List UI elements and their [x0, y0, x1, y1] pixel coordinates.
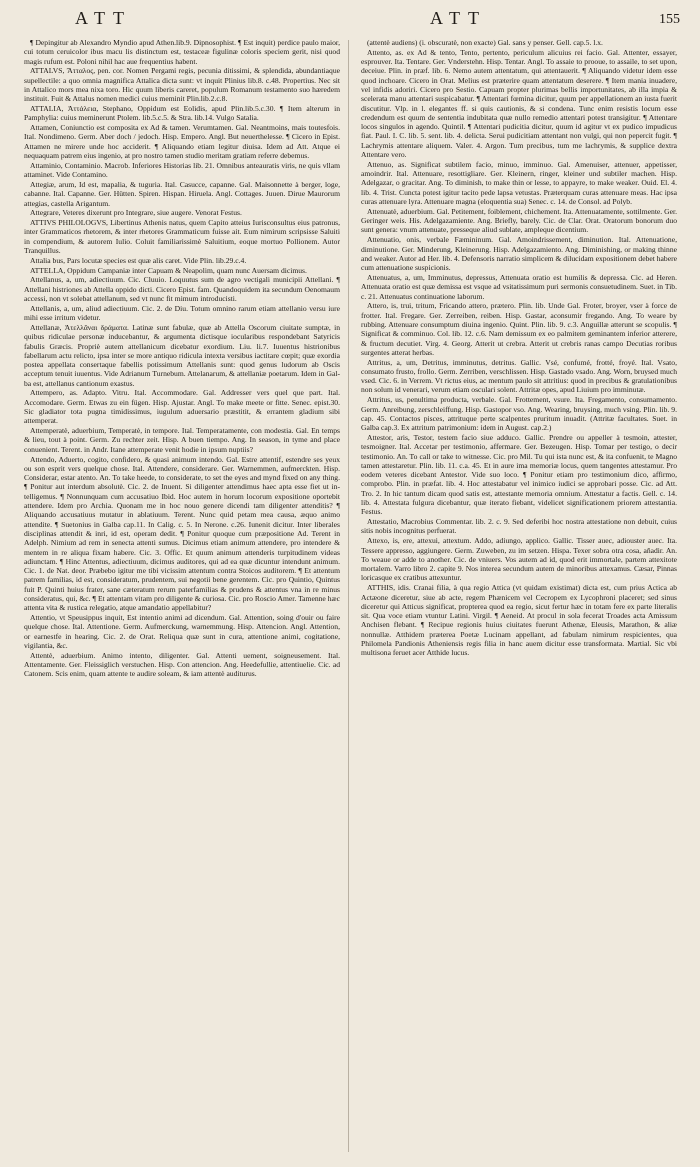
entry-paragraph: Attegrare, Veteres dixerunt pro Integrare, siue augere. Venorat Festus. [30, 208, 242, 218]
entry-paragraph: Attegiæ, arum, Id est, mapalia, & tuguria. Ital. Casucce, capanne. Gal. Maisonnette à berger, loge, cabanne. Ital. Capanne. Ger. Hütten. Spiren. Hispan. Hiruela. Angl. Cottages. Juuen. Dirue Maurorum attegias, castella Arigantum. [24, 179, 340, 208]
entry-paragraph: ATTHIS, idis. Cranai filia, à qua regio Attica (vt quidam existimat) dicta est, cum prius Actica ab Actæone diceretur, siue ab acte, regem Phænicem vel Cecropem ex Lycophroni placeret; sed sinus diceretur qui Atticus significat, propterea quod ea regio, sicut fertur hæc in totam fere ex parte literalis sit. Qua voce etiam vtuntur Latini. Virgil. ¶ Aeneid. At procul in sola fecerat Troades acta Amissum Anchisen flebant. ¶ Recipue regionis huius ciuitates fuerunt Athenæ, Eleusis, Marathon, & aliæ nonnullæ. Atthidem præterea Poetæ Lucinam appellant, ad fabulam nimirum respicientes, qua Philomela Pandionis Atheniensis regis filia in hanc auem dicitur esse transformata. Martial. Sic vbi multisona feruet acer Atthide lucus. [361, 583, 677, 658]
column-divider [348, 40, 349, 1152]
entry-paragraph: Attamen, Coniunctio est composita ex Ad & tamen. Verumtamen. Gal. Neantmoins, mais toutesfois. Ital. Nondimeno. Germ. Aber doch / jedoch. Hisp. Empero. Angl. But neuerthelesse. ¶ Cicero in Epist. Attamen ne mirere unde hoc acciderit. ¶ Aliquando etiam legitur diuisa. Idem ad Att. Atque ei nequaquam patrem eius ingenio, at pro nostro tamen studio meritam gratiam referre debemus. [24, 123, 340, 161]
entry-paragraph: Attellanis, a, um, aliud adiectiuum. Cic. 2. de Diu. Totum omnino rarum etiam attellanio versu iure mihi esse irritum videtur. [24, 303, 340, 323]
entry-paragraph: Attendo, Aduerto, cogito, confidero, & quasi animum intendo. Gal. Estre attentif, estendre ses yeux ou son esprit vers quelque chose. Ital. Attendere, considerare. Ger. Warnemmen, aufmerckten. Hisp. Considerar, estar atento. An. To take heede, to considerate, to set the eyes and mynd fixed on any thing. ¶ Ponitur aut interdum absolutè. Cic. 2. de Inuent. Si diligenter attendimus haec apta esse fiet ut intelligemus. ¶ Nonnunquam cum accusatiuo Ibid. Hoc autem in horum locorum expositione oportebit attendere. Idem pro Archia. Quonam me in hoc nouo genere dicendi tam diligenter attenditis? ¶ Aliquando accusatiuus mutatur in ablatiuum. Terent. Nunc quid petam mea causa, æquo animo attendite. ¶ Suetonius in Galba cap.11. In Calig. c. 5. In Nerone. c.26. Iunenit dicitur. Inter liberales disciplinas attendit & inri, id est, operam dedit. ¶ Ponitur quoque cum præpositione Ad. Terent in Adelph. Nimium ad rem in senecta attenti sumus. Dicimus etiam animum attendere, pro intendere & mentem in re aliqua fixam habere. Cic. 3. Offic. Et quum animum attenderis turpitudinem videas adiunctam. ¶ Hinc Attentus, adiectiuum, dicimus auditores, qui ad ea quæ dicuntur intendunt animum. Cic. 1. de Nat. deor. Præbebo igitur me tibi vicissim attentum contra Stoicos auditorem. ¶ Et attentum patrem familias, id est, consideratum, prudentem, sui negotii bene gerentem. Cic. pro Quintio, Quintus fuit P. Quinti huius frater, sane cæteratum rerum paterfamilias & prudens & attentus vna in re minus consideratus, qui, &c. ¶ Et attentam vitam pro diligente & curiosa. Cic. pro Roscio Amer. Tamenne hæc attenta vita & rustica relegatio, atque amandatio appellabitur? [24, 454, 340, 613]
entry-paragraph: Attenuo, as. Significat subtilem facio, minuo, imminuo. Gal. Amenuiser, attenuer, appetisser, amoindrir. Ital. Attenuare, resottigliare. Ger. Kleinern, ringer, kleiner und subtiler machen. Hisp. Adelgazar, o gracitar. Ang. To diminish, to make thin or lesse, to appayre, to make weaker. Ouid. El. 4. lib. 4. Trist. Cuncta potest igitur tacito pede lapsa vetustas. Præterquam curas attenuare meas. Hac ipsa curas attenuare lyra. Attenuare magna (eloquentia sua) Senec. c. 14. de Consol. ad Polyb. [361, 159, 677, 207]
entry-paragraph: Attentè, aduerbium. Animo intento, diligenter. Gal. Attenti uement, soigneusement. Ital. Attentamente. Ger. Fleissiglich verstuchen. Hisp. Con attencion. Ang. Heedefullie, attentiuelie. Cic. ad Catonem. Scis enim, quam attente te audire soleam, & iam attentè auditurus. [24, 650, 340, 679]
right-column [361, 38, 677, 1156]
entry-paragraph: Attempero, as. Adapto. Vitru. Ital. Accommodare. Gal. Addresser vers quel que part. Ital. Accomodare. Germ. Etwas zu ein fügen. Hisp. Ajustar. Angl. To make meete or fitte. Senec. epist.30. Sic gladiator tota pugna timidissimus, iugulum aduersario præstitit, & errantem gladium sibi attemperat. [24, 388, 340, 426]
left-column [24, 38, 340, 1156]
entry-paragraph: Attenuatus, a, um, Imminutus, depressus, Attenuata oratio est humilis & depressa. Cic. ad Heren. Attenuata oratio est quæ demissa est vsque ad vsitatissimum puri sermonis consuetudinem. Suet. in Tib. c. 21. Attenuatus continuatione laborum. [361, 272, 677, 301]
entry-paragraph: Attestatio, Macrobius Commentar. lib. 2. c. 9. Sed deferibi hoc nostra attestatione non debuit, cuius sitis nobis incognitus perfuerat. [361, 517, 677, 536]
entry-paragraph: Attalia bus, Pars locutæ species est quæ alis caret. Vide Plin. lib.29.c.4. [30, 255, 247, 265]
header-right-word: ATT [430, 8, 487, 28]
entry-paragraph: Attaminio, Contaminio. Macrob. Inferiores Historias lib. 21. Omnibus anteauratis viris, ne quis vllam attaminet. Vide Contamino. [24, 160, 340, 180]
entry-paragraph: Attenuatè, aduerbium. Gal. Petitement, foiblement, chichement. Ita. Attenuatamente, sottilmente. Ger. Geringer weis. His. Adelgazamiente. Ang. Briefly, barely. Cic. de Clar. Orat. Oratorum bonorum duo sunt genera: vnum attenuate, presseque aliud sublate, ampleque dicentium. [361, 206, 677, 235]
entry-paragraph: Attero, is, trui, tritum, Fricando attero, prætero. Plin. lib. Unde Gal. Froter, broyer, vser à force de frotter. Ital. Fregare. Ger. Zerreiben, reiben. Hisp. Gastar, aconsumir fregando. Ang. To weare by rubbing. Attenuare consumptum diuina ingenio. Quint. Plin. lib. 9. c.3. Anguillæ atterunt se scopulis. ¶ Significat & comminuo. Col. lib. 12. c.6. Nam demissum ex eo palmitem geminantem inferior atterere, & fructum decutiet. Virg. 4. Georg. Atterit ut crebra. Atterit ut crebris ranas campo Decutias roribus surgentes atterat herbas. [361, 301, 677, 357]
entry-paragraph: Attentio, vt Speusippus inquit, Est intentio animi ad dicendum. Gal. Attention, soing d'ouir ou faire quelque chose. Ital. Attentione. Germ. Aufmerckung, warnemmung. Hisp. Attencion. Angl. Attention, or earnestfe in hearing. Cic. 2. de Orat. Reliqua quæ sunt in cura, attentione animi, cogitatione, vigilantia, &c. [24, 613, 340, 650]
entry-paragraph: ¶ Depingitur ab Alexandro Myndio apud Athen.lib.9. Dipnosophist. ¶ Est inquit) perdice paulo maior, cui totum ceruicolor ibus macu lis distinctum est, testaceæ figulinæ coloris speciem gerit, nisi quod magis rufum est. Poloni nihil hac aue frequentius habent. [24, 38, 340, 66]
entry-paragraph: Attemperatè, aduerbium, Temperatè, in tempore. Ital. Temperatamente, con modestia. Gal. En temps & lieu, tout à point. Germ. Zu rechter zeit. Hisp. A buen tiempo. Ang. In season, in tyme and place conuenient. Terent. in Andr. Itane attemperate venit hodie in ipsum nuptiis? [24, 426, 340, 454]
entry-paragraph: Attestor, aris, Testor, testem facio siue adduco. Gallic. Prendre ou appeller à tesmoin, attester, tesmoigner. Ital. Accetar per testimonio, affermare. Ger. Bezeugen. Hisp. Tomar per testigo, o decir testimonio. An. To call or take to witnesse. Cic. pro Mil. Tu qui ista nunc est, & ita confuenit, te Magno tamen attestaretur. Plin. lib. 11. c.a. 45. Et in aure ima memoriæ locus, quem tangentes attestamur. Pro eodem veteres dicebant Antestor. Vide suo loco. ¶ Ponitur etiam pro testimonium dico, affirmo, comprobo. Plin. in præfat. lib. 4. Hoc attestabatur vel inimico iudici se approbari posse. Cic. ad Att. Tro. 2. In hic tantum dicam quod satis est, attestante memoria omnium. Attestatur a factis. Gell. c. 14. lib. 4. Attestata fulgura dicebantur, quæ iterato fiebant, videlicet significationem priorem attestantia. Festus. [361, 432, 677, 517]
running-header [20, 8, 680, 34]
entry-paragraph: Attento, as. ex Ad & tento, Tento, pertento, periculum alicuius rei facio. Gal. Attenter, essayer, esprouver. Ita. Tentare. Ger. Vnderstehn. Hisp. Tentar. Angl. To assaie to prooue, to assaile, to set upon, deceiue. Plin. in præf. lib. 6. Nemo autem attentatum, qui attentauerit. ¶ Aliquando videtur idem esse quod inchoare. Cicero in Orat. Melius est præterire quam attentatum deserere. ¶ Item mania inuadere, vel infidis adoriri. Cicero pro Sestio. Capuam propter plurimas bellis importunitates, ab illa impia & scelerata manu attentari suspicabatur. ¶ Attentari fœmina dicitur, quum per appellationem an iusta fuerit discutitur. Vlp. in l. elegantes ff. si quis cautionis, & si condena. Tunc enim resistis locum esse credendum est quum de sententia indubitata quæ nullo remedio attentari potest transigitur. ¶ Attentare locos singulos in agendo. Quintil. ¶ Attentari pudicitia dicitur, quum id agitur vt ex pudico impudicus fiat. Paul. I. C. lib. 5. sent. lib. 4. delicta. Serui pudicitiam attentant non vulgi, qui non pepercit fugit. ¶ Lachrymis attentare aliquem. Valer. 4. Argon. Tum precibus, tum me lachrymis, & supplice dextra Attentare vero. [361, 47, 677, 160]
entry-paragraph: ATTALVS, Ἄτταλος, pen. cor. Nomen Pergami regis, pecunia ditissimi, & splendida, abundantiaque supellectile: a quo omnia magnifica Attalica dicta sunt: vt inquit Plinius lib.8. c.48. Propertius. Nec sit in Attalico mors mea nixa toro. Hic quum liberis careret, populum Romanum testamento suo hæredem instituit. Fuit & Attalus nomen medici cuius meminit Plin.lib.2.c.8. [24, 66, 340, 104]
entry-paragraph: ATTELLA, Oppidum Campaniæ inter Capuam & Neapolim, quam nunc Auersam dicimus. [30, 265, 307, 275]
entry-paragraph: Attexo, is, ere, attexui, attextum. Addo, adiungo, applico. Gallic. Tisser auec, adiouster auec. Ita. Tessere appresso, aggiungere. Germ. Zuweben, zu im setzen. Hispa. Texer sobra otra cosa, añadir. An. To weaue or adde to another. Cic. de vniuers. Vos autem ad id, quod erit immortale, partem attexitote mortalem. Varro libro 2. capite 9. Nos interea secundum autem de minoribus attexamus. Cæsar, Pinnas loricasque ex cratibus attexuntur. [361, 536, 677, 583]
entry-paragraph: (attentè audiens) (i. obscuratè, non exacte) Gal. sans y penser. Gell. cap.5. l.x. [367, 38, 603, 47]
entry-paragraph: ATTIVS PHILOLOGVS, Libertinus Athenis natus, quem Capito atteius Iurisconsultus eius patronus, inter Grammaticos rhetorem, & inter rhetores Grammaticum fuisse ait. Eum nimirum scripsisse Saluiti in compendium, & autorem Iulio. Coluit familiarissimè Saluitium, eoque mortuo Pollionem. Autor Tranquillus. [24, 218, 340, 256]
header-left-word: ATT [75, 8, 132, 28]
entry-paragraph: Attritus, us, penultima producta, verbale. Gal. Frottement, vsure. Ita. Fregamento, consumamento. Germ. Anreibung, zerschleiffung. Hisp. Gastopor vso. Ang. Wearing, bruysing, much vsing. Plin. lib. 9. cap. 45. Contactos pisces, attrituque perte scalpentes pruritum inuadit. (Attritæ facultates. Suet. in Galba cap.3. Ex attritum patrimonium: idem in August. cap.2.) [361, 395, 677, 433]
entry-paragraph: Attellanus, a, um, adiectiuum. Cic. Cluuio. Loquutus sum de agro vectigali municipii Attellani. ¶ Attellani histriones ab Attella oppido dicti. Cicero Epist. fam. Quandoquidem ita secundum Oenomaum accessi, non vt solebat attellanum, sed vt nunc fit mimum introducisti. [24, 275, 340, 304]
entry-paragraph: Attenuatio, onis, verbale Fæmininum. Gal. Amoindrissement, diminution. Ital. Attenuatione, diminutione. Ger. Minderung, Kleinerung. Hisp. Adelgazamiento. Ang. Diminishing, or making thinne and weaker. Autor ad Her. lib. 4. Defensoris narratio simplicem & dilucidam expositionem debet habere cum attenuatione suspicionis. [361, 235, 677, 273]
entry-paragraph: ATTALIA, Ἀττάλεια, Stephano, Oppidum est Eolidis, apud Plin.lib.5.c.30. ¶ Item alterum in Pamphylia: cuius meminerunt Ptolem. lib.5.c.5. & Stra. lib.14. Vulgo Satalia. [24, 104, 340, 123]
entry-paragraph: Attellanæ, Ἀτελλᾶναι δράματα. Latinæ sunt fabulæ, quæ ab Attella Oscorum ciuitate sumptæ, in quibus ridiculae personæ inducebantur, & argumenta dictisque iocularibus respondebant Satyricis fabulis Græcis. Propriè autem attellanicum dicebatur exordium. Liu. li.7. Iuuentus histrionibus fabellarum actu relicto, ipsa inter se more antiquo ridicula intexta versibus iactitare cœpit; quæ exordia postea appellata consertaque fabellis potissimum Attellanis sunt: quod genus ludorum ab Oscis acceptum tenuit iuuentus. Vide Adrianum Turnebum. Attelanarum, & attellaniæ poetarum. Idem in Galba est, attellanus cantionum exastus. [24, 322, 340, 388]
entry-paragraph: Attritus, a, um, Detritus, imminutus, detritus. Gallic. Vsé, confumé, frotté, froyé. Ital. Vsato, consumato frusto, frollo. Germ. Zerriben, verschlissen. Hisp. Gastado vsado. Ang. Worn, bruysed much vsed. Cic. 6. in Verrem. Vt rictus eius, ac mentum paulo sit attritius: quod in precibus & gratulationibus non solum id venerari, verum etiam osculari solent. Attritæ opes, apud Liuium pro imminutæ. [361, 357, 677, 395]
page-number: 155 [659, 12, 680, 27]
